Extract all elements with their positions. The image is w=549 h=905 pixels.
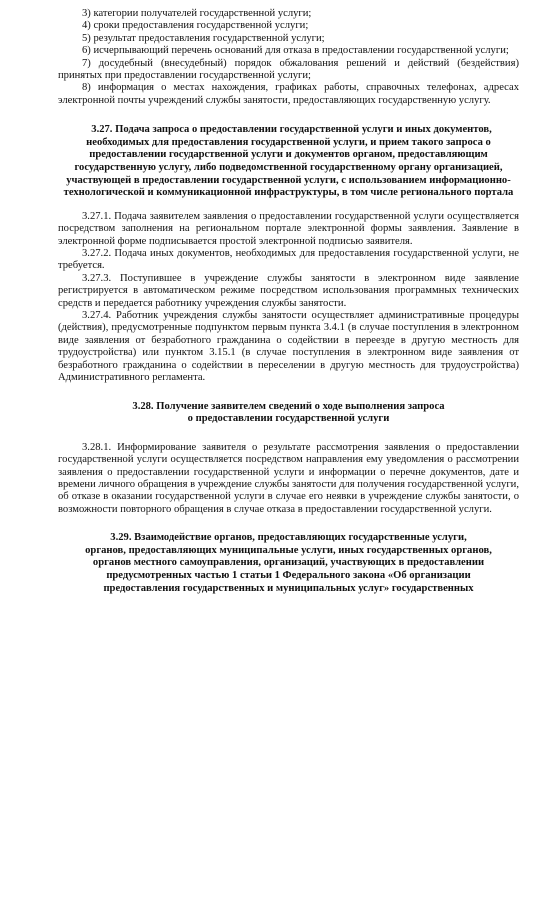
paragraph-3-27-4: 3.27.4. Работник учреждения службы занятости осуществляет административные процедуры (действия), предусмотренные подпунктом первым пункта 3.4.1 (в случае поступления в электронном виде заявления от безработного гражданина о содействии в переезде в другую местность для трудоустройства) или пунктом 3.15.1 (в случае поступления в электронном виде заявления от безработного гражданина о содействии в переселении в другую местность для трудоустройства) Административного регламента. <box>58 310 519 384</box>
heading-line: 3.29. Взаимодействие органов, предоставляющих государственные услуги, <box>110 532 467 544</box>
heading-line: предусмотренных частью 1 статьи 1 Федерального закона «Об организации <box>106 569 471 581</box>
section-3-27-body <box>58 211 519 385</box>
heading-line: о предоставлении государственной услуги <box>187 413 390 425</box>
heading-line: предоставления государственных и муниципальных услуг» государственных <box>103 582 474 594</box>
section-3-28-body <box>58 442 519 516</box>
list-item: 5) результат предоставления государственной услуги; <box>82 32 325 44</box>
list-item: 7) досудебный (внесудебный) порядок обжалования решений и действий (бездействия) принятых при предоставлении государственной услуги; <box>58 57 519 82</box>
section-3-28-heading <box>58 401 519 426</box>
intro-list <box>58 8 519 107</box>
heading-line: 3.28. Получение заявителем сведений о ходе выполнения запроса <box>132 400 445 412</box>
paragraph-3-27-1: 3.27.1. Подача заявителем заявления о предоставлении государственной услуги осуществляется посредством заполнения на региональном портале электронной формы заявления. Заявление в электронной форме подписывается простой электронной подписью заявителя. <box>58 210 519 247</box>
list-item: 4) сроки предоставления государственной услуги; <box>82 20 309 32</box>
section-3-29-heading <box>58 532 519 595</box>
paragraph-3-27-3: 3.27.3. Поступившее в учреждение службы занятости в электронном виде заявление регистрируется в автоматическом режиме посредством использования программных технических средств и передается работнику учреждения службы занятости. <box>58 272 519 309</box>
list-item: 3) категории получателей государственной услуги; <box>82 8 312 19</box>
heading-line: органов, предоставляющих муниципальные услуги, иных государственных органов, <box>85 544 492 556</box>
list-item: 6) исчерпывающий перечень оснований для отказа в предоставлении государственной услуги; <box>82 45 509 57</box>
paragraph-3-28-1: 3.28.1. Информирование заявителя о результате рассмотрения заявления о предоставлении государственной услуги осуществляется посредством направления ему уведомления о рассмотрении заявления о предоставлении государственной услуги и информации о перечне документов, дате и времени личного обращения в учреждение службы занятости для получения государственной услуги, об отказе в оказании государственной услуги в случае его неявки в учреждение службы занятости, о возможности повторного обращения в случае отказа в предоставлении государственной услуги. <box>58 441 519 515</box>
paragraph-3-27-2: 3.27.2. Подача иных документов, необходимых для предоставления государственной услуги, не требуется. <box>58 248 519 272</box>
section-3-27-heading: 3.27. Подача запроса о предоставлении государственной услуги и иных документов, необходимых для предоставления государственной услуги, и прием такого запроса о предоставлении государственной услуги и документов органом, предоставляющим государственную услугу, либо подведомственной государственному органу организацией, участвующей в предоставлении государственной услуги, с использованием информационно-технологической и коммуникационной инфраструктуры, в том числе регионального портала <box>63 124 514 199</box>
heading-line: органов местного самоуправления, организаций, участвующих в предоставлении <box>92 557 485 569</box>
list-item: 8) информация о местах нахождения, графиках работы, справочных телефонах, адресах электронной почты учреждений службы занятости, предоставляющих государственную услугу. <box>58 82 519 106</box>
